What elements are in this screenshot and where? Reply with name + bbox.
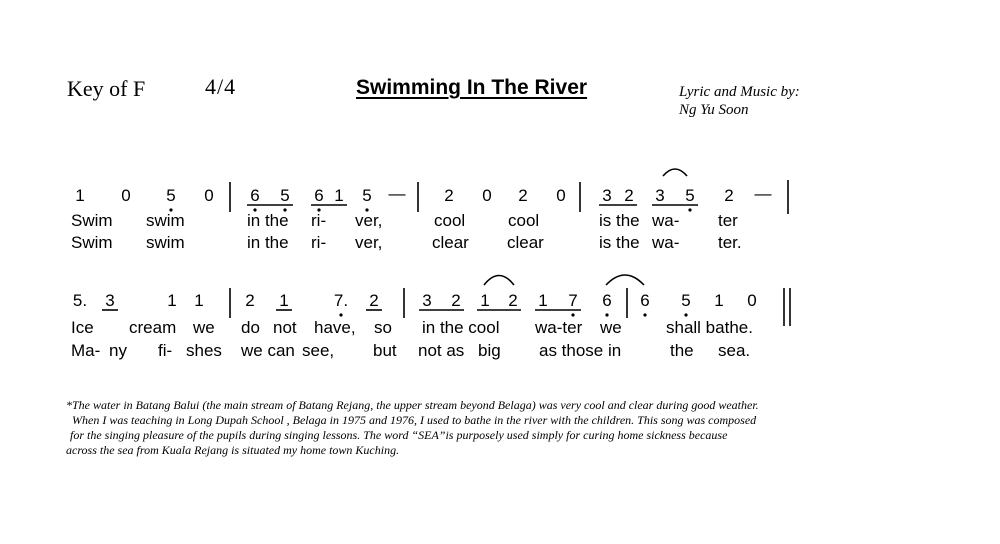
note: 1 [75,186,85,205]
note: 3 [422,291,432,310]
lyric-word: ny [109,341,127,360]
lyric-word: in the [247,233,289,252]
note: 2 [724,186,734,205]
note: 2 [245,291,255,310]
lyric-word: wa- [652,211,680,230]
lyric-word: we [600,318,622,337]
lyric-word: sea. [718,341,751,360]
lyric-word: not [273,318,297,337]
lyric-word: cool [434,211,466,230]
lyric-word: Ma- [71,341,101,360]
octave-dot [643,313,646,316]
lyric-word: as those in [539,341,622,360]
time-signature: 4/4 [205,74,237,99]
note: 3 [655,186,665,205]
note: 0 [556,186,566,205]
octave-dot [571,313,574,316]
notation-line-2 [73,291,757,310]
octave-dot [605,313,608,316]
lyric-word: swim [146,211,185,230]
lyric-word: ri- [311,233,327,252]
lyric-word: in the cool [422,318,500,337]
lyric-word: in the [247,211,289,230]
line-2-dots [339,313,687,316]
lyric-word: do [241,318,260,337]
note: 7 [568,291,578,310]
lyric-word: clear [507,233,544,252]
lyric-word: Swim [71,233,113,252]
slur [484,276,514,286]
note: 1 [167,291,177,310]
note: 6 [640,291,650,310]
key-signature: Key of F [67,76,146,101]
lyric-word: cool [508,211,540,230]
octave-dot [339,313,342,316]
lyric-word: wa- [652,233,680,252]
note: 1 [279,291,289,310]
notation-line-1 [75,184,771,205]
note: 5 [681,291,691,310]
credit-name: Ng Yu Soon [679,102,749,118]
slur [663,169,687,176]
lyric-word: ver, [355,211,383,230]
note: 0 [121,186,131,205]
footnote-line: When I was teaching in Long Dupah School , Belaga in 1975 and 1976, I used to bathe in the river with the children. This song was composed [72,413,757,427]
lyric-word: Ice [71,318,94,337]
note: 5 [280,186,290,205]
lyric-word: ri- [311,211,327,230]
footnote [66,398,759,458]
lyric-word: see, [302,341,335,360]
note: 1 [538,291,548,310]
note: 6 [314,186,324,205]
note: 1 [334,186,344,205]
note: 2 [508,291,518,310]
lyric-word: ter. [718,233,742,252]
note: — [754,184,772,203]
note: 7. [333,291,349,310]
note: 5 [362,186,372,205]
octave-dot [684,313,687,316]
song-title: Swimming In The River [356,76,588,99]
lyric-word: clear [432,233,469,252]
note: 5 [685,186,695,205]
note: 6 [602,291,612,310]
footnote-line: for the singing pleasure of the pupils during singing lessons. The word “SEA”is purposely used simply for curing home sickness because [70,428,728,442]
lyric-word: not as [418,341,465,360]
note: 2 [451,291,461,310]
note: 1 [480,291,490,310]
slur [606,275,644,285]
lyric-word: is the [599,233,640,252]
note: 1 [194,291,204,310]
octave-dot [688,208,691,211]
lyric-word: shall bathe. [666,318,753,337]
lyric-word: is the [599,211,640,230]
lyric-word: we can [241,341,295,360]
note: 5 [166,186,176,205]
lyric-word: the [670,341,694,360]
footnote-line: *The water in Batang Balui (the main stream of Batang Rejang, the upper stream beyond Belaga) was very cool and clear during good weather. [66,398,759,412]
lyric-word: have, [314,318,356,337]
note: 5. [72,291,88,310]
lyric-word: shes [186,341,222,360]
credit-label: Lyric and Music by: [679,84,800,100]
footnote-line: across the sea from Kuala Rejang is situated my home town Kuching. [66,443,400,457]
note: 0 [204,186,214,205]
lyric-word: Swim [71,211,113,230]
lyric-word: big [478,341,501,360]
lyric-word: swim [146,233,185,252]
lyric-word: wa-ter [535,318,583,337]
note: 0 [482,186,492,205]
lyric-word: cream [129,318,177,337]
note: 3 [105,291,115,310]
note: — [388,184,406,203]
lyric-word: so [374,318,392,337]
note: 2 [518,186,528,205]
note: 2 [369,291,379,310]
note: 0 [747,291,757,310]
lyric-word: we [193,318,215,337]
lyric-word: ver, [355,233,383,252]
note: 3 [602,186,612,205]
lyric-word: but [373,341,397,360]
lyric-word: fi- [158,341,173,360]
lyric-word: ter [718,211,738,230]
note: 1 [714,291,724,310]
note: 2 [624,186,634,205]
note: 2 [444,186,454,205]
note: 6 [250,186,260,205]
